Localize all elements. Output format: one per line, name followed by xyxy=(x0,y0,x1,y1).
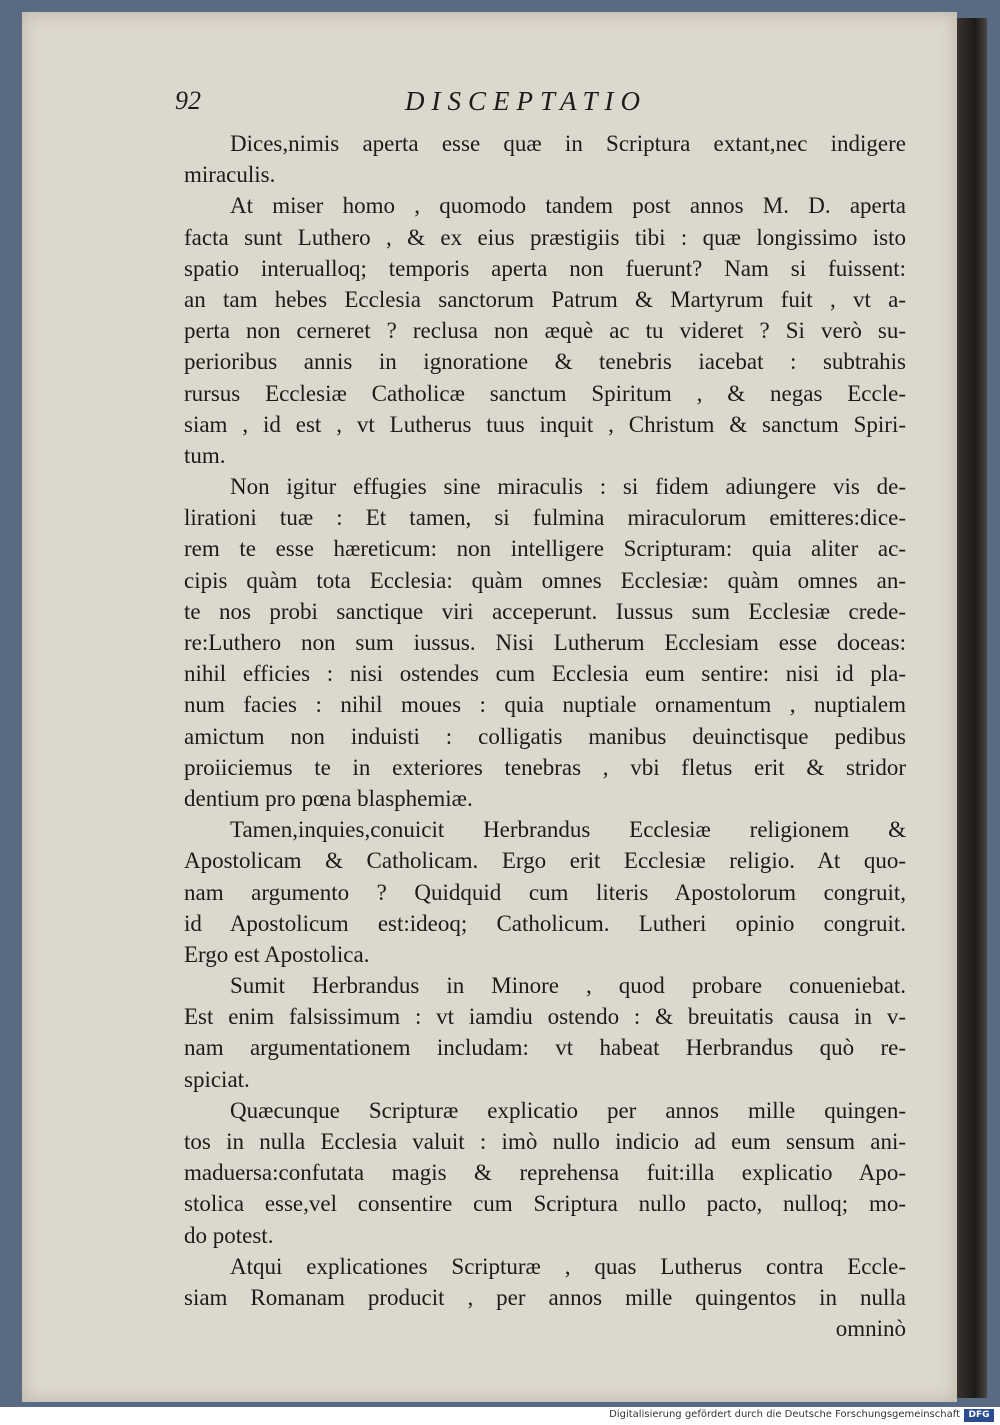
text-line: spiciat. xyxy=(184,1066,250,1092)
text-line: do potest. xyxy=(184,1222,274,1248)
digitization-credit: Digitalisierung gefördert durch die Deutsche Forschungsgemeinschaft xyxy=(609,1409,960,1420)
text-line: rursus Ecclesiæ Catholicæ sanctum Spiritum , & negas Eccle- xyxy=(184,380,906,406)
text-line: nam argumento ? Quidquid cum literis Apostolorum congruit, xyxy=(184,879,906,905)
text-line: proiiciemus te in exteriores tenebras , vbi fletus erit & stridor xyxy=(184,754,906,780)
text-line: perta non cerneret ? reclusa non æquè ac tu videret ? Si verò su- xyxy=(184,318,906,344)
text-line: id Apostolicum est:ideoq; Catholicum. Lutheri opinio congruit. xyxy=(184,910,906,936)
text-line: lirationi tuæ : Et tamen, si fulmina miraculorum emitteres:dice- xyxy=(184,505,906,531)
text-line: perioribus annis in ignoratione & tenebris iacebat : subtrahis xyxy=(184,349,906,375)
dfg-logo-icon: DFG xyxy=(964,1409,994,1422)
text-line: dentium pro pœna blasphemiæ. xyxy=(184,785,473,811)
text-line: re:Luthero non sum iussus. Nisi Lutherum Ecclesiam esse doceas: xyxy=(184,630,906,655)
page-number: 92 xyxy=(175,86,201,115)
text-line: stolica esse,vel consentire cum Scriptura nullo pacto, nulloq; mo- xyxy=(184,1191,906,1217)
book-page-edge xyxy=(957,18,987,1398)
text-line: Tamen,inquies,conuicit Herbrandus Ecclesiæ religionem & xyxy=(230,817,906,843)
text-line: Atqui explicationes Scripturæ , quas Lutherus contra Eccle- xyxy=(230,1253,906,1279)
footer xyxy=(0,1407,1000,1425)
text-line: Dices,nimis aperta esse quæ in Scriptura extant,nec indigere xyxy=(230,131,906,156)
body-text xyxy=(184,128,906,1344)
text-line: nam argumentationem includam: vt habeat Herbrandus quò re- xyxy=(184,1035,906,1061)
text-line: num facies : nihil moues : quia nuptiale ornamentum , nuptialem xyxy=(184,692,906,718)
text-line: omninò xyxy=(835,1316,906,1342)
text-line: rem te esse hæreticum: non intelligere Scripturam: quia aliter ac- xyxy=(184,536,906,562)
text-line: Apostolicam & Catholicam. Ergo erit Ecclesiæ religio. At quo- xyxy=(184,848,906,874)
text-line: an tam hebes Ecclesia sanctorum Patrum & Martyrum fuit , vt a- xyxy=(184,286,906,312)
running-title: DISCEPTATIO xyxy=(405,86,647,116)
text-line: facta sunt Luthero , & ex eius præstigiis tibi : quæ longissimo isto xyxy=(184,224,906,250)
text-line: siam Romanam producit , per annos mille quingentos in nulla xyxy=(184,1284,906,1310)
text-line: cipis quàm tota Ecclesia: quàm omnes Ecclesiæ: quàm omnes an- xyxy=(184,567,906,593)
text-line: siam , id est , vt Lutherus tuus inquit , Christum & sanctum Spiri- xyxy=(184,411,906,437)
text-line: nihil efficies : nisi ostendes cum Ecclesia eum sentire: nisi id pla- xyxy=(184,661,906,687)
text-line: Ergo est Apostolica. xyxy=(184,941,370,967)
text-line: tum. xyxy=(184,442,226,468)
text-line: At miser homo , quomodo tandem post annos M. D. aperta xyxy=(230,193,906,219)
text-line: spatio interualloq; temporis aperta non fuerunt? Nam si fuissent: xyxy=(184,255,906,281)
text-line: amictum non induisti : colligatis manibus deuinctisque pedibus xyxy=(184,723,906,749)
text-line: Est enim falsissimum : vt iamdiu ostendo : & breuitatis causa in v- xyxy=(184,1004,906,1030)
text-line: Quæcunque Scripturæ explicatio per annos mille quingen- xyxy=(230,1097,906,1123)
text-line: te nos probi sanctique viri acceperunt. Iussus sum Ecclesiæ crede- xyxy=(184,598,906,624)
text-line: miraculis. xyxy=(184,162,276,188)
page-header xyxy=(175,86,965,126)
text-line: maduersa:confutata magis & reprehensa fuit:illa explicatio Apo- xyxy=(184,1160,906,1186)
text-line: Non igitur effugies sine miraculis : si fidem adiungere vis de- xyxy=(230,474,906,500)
text-line: tos in nulla Ecclesia valuit : imò nullo indicio ad eum sensum ani- xyxy=(184,1129,906,1154)
text-line: Sumit Herbrandus in Minore , quod probare conueniebat. xyxy=(230,973,906,999)
